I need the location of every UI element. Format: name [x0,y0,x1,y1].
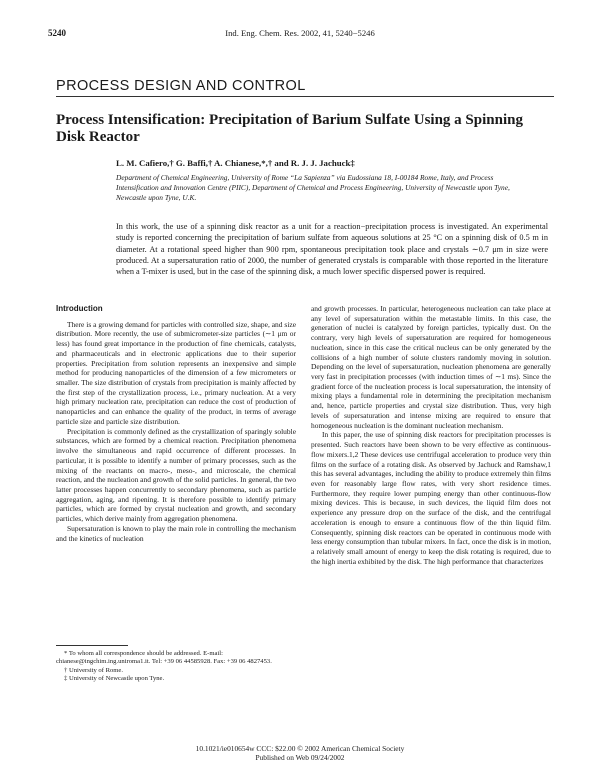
affiliation: Department of Chemical Engineering, University of Rome “La Sapienza” via Eudossiana 18, I-00184 Rome, Italy, and Process Intensification and Innovation Centre (PIIC), Department of Chemical and Process Engineering, University of Newcastle upon Tyne, Newcastle upon Tyne, U.K. [116,173,510,203]
footnote-rule [56,645,128,646]
body-paragraph: Precipitation is commonly defined as the crystallization of sparingly soluble substances, which are formed by a chemical reaction. Precipitation phenomena involve the simultaneous and rapid occurrence of different processes. In particular, it is possible to identify a number of primary processes, such as the mixing of the reactants on macro-, meso-, and microscale, the chemical reaction, and the nucleation and growth of the solid particles. In general, the two latter processes happen concurrently to secondary phenomena, such as particle aggregation, aging, and ripening. It is therefore possible to identify primary particles, which are formed by crystal nucleation and growth, and secondary particles, which derive mainly from aggregation phenomena. [56,426,296,524]
page-footer [0,744,600,762]
right-column [311,304,551,566]
body-paragraph: and growth processes. In particular, heterogeneous nucleation can take place at any level of supersaturation within the metastable limits. In this case, the generation of nuclei is catalyzed by foreign particles, typically dust. On the contrary, very high levels of supersaturation are required for homogeneous nucleation, since in this case the critical nucleus can be only generated by the collisions of a high number of solute clusters randomly moving in solution. Depending on the level of supersaturation, nucleation phenomena are generally very fast in precipitation processes (with induction times of ∼1 ms). Since the gradient force of the nucleation process is local supersaturation, the intensity of mixing plays a fundamental role in determining the precipitation mechanism and, hence, particle properties and crystal size distribution. Thus, very high levels of supersaturation and intense mixing are required to ensure that homogeneous nucleation is the dominant nucleation mechanism. [311,304,551,430]
author-list: L. M. Cafiero,† G. Baffi,† A. Chianese,*,† and R. J. J. Jachuck‡ [116,158,355,168]
footnote-correspondence: * To whom all correspondence should be addressed. E-mail: chianese@ingchim.ing.uniroma1.it. Tel: +39 06 44585928. Fax: +39 06 4827453. [56,650,272,666]
section-rule [56,96,554,97]
body-paragraph: In this paper, the use of spinning disk reactors for precipitation processes is presented. Such reactors have been shown to be very effective as continuous-flow mixers.1,2 These devices use centrifugal acceleration to produce very thin films on the surface of a rotating disk. As observed by Jachuck and Ramshaw,1 this has several advantages, including the ability to produce extremely thin films even for reasonably large flow rates, with very short residence times. Furthermore, they require lower pumping energy than other continuous-flow mixing devices. This is because, in such devices, the liquid film does not experience any pressure drop on the surface of the disk, and the centrifugal acceleration is enough to ensure a continuous flow of the thin liquid film. Consequently, spinning disk reactors can be operated in continuous mode with less energy consumption than tubular mixers. In fact, once the disk is in motion, a relatively small amount of energy to keep the disk rotating is required, due to the high inertia exhibited by the disk. The high performance that characterizes [311,430,551,566]
left-column [56,304,296,543]
footnote-newcastle: ‡ University of Newcastle upon Tyne. [64,675,165,683]
doi-line: 10.1021/ie010654w CCC: $22.00 © 2002 American Chemical Society [195,744,405,753]
article-title: Process Intensification: Precipitation of Barium Sulfate Using a Spinning Disk Reactor [56,112,523,145]
published-date: Published on Web 09/24/2002 [255,753,345,762]
section-heading: PROCESS DESIGN AND CONTROL [56,78,306,94]
body-paragraph: There is a growing demand for particles with controlled size, shape, and size distribution. More recently, the use of submicrometer-size particles (∼1 μm or less) has found great importance in the production of fine chemicals, catalysts, and pharmaceuticals and in electronic applications due to their superior properties. Precipitation from solution represents an inexpensive and simple method for producing nanoparticles of the dimension of a few micrometers or smaller. The size distribution of crystals from precipitation is mainly affected by the first step of the crystallization process, i.e., primary nucleation. At a very high primary nucleation rate, precipitation can reduce the cost of production of nanoparticles and can enhance the quality of the product, in terms of average particle size and particle size distribution. [56,319,296,426]
footnotes [56,650,296,684]
page-number: 5240 [48,28,66,38]
introduction-heading: Introduction [56,304,103,313]
abstract: In this work, the use of a spinning disk reactor as a unit for a reaction−precipitation process is investigated. An experimental study is reported concerning the precipitation of barium sulfate from aqueous solutions at 25 °C on a spinning disk of 0.5 m in diameter. At a rotational speed higher than 900 rpm, spontaneous precipitation took place and crystals ∼0.7 μm in size were produced. At a supersaturation ratio of 2000, the number of generated crystals is comparable with those reported in the literature when a T-mixer is used, but in the case of the spinning disk, a much lower specific dispersed power is required. [116,222,548,277]
body-paragraph: Supersaturation is known to play the main role in controlling the mechanism and the kinetics of nucleation [56,523,296,543]
footnote-rome: † University of Rome. [64,666,123,674]
journal-citation: Ind. Eng. Chem. Res. 2002, 41, 5240−5246 [225,28,375,38]
